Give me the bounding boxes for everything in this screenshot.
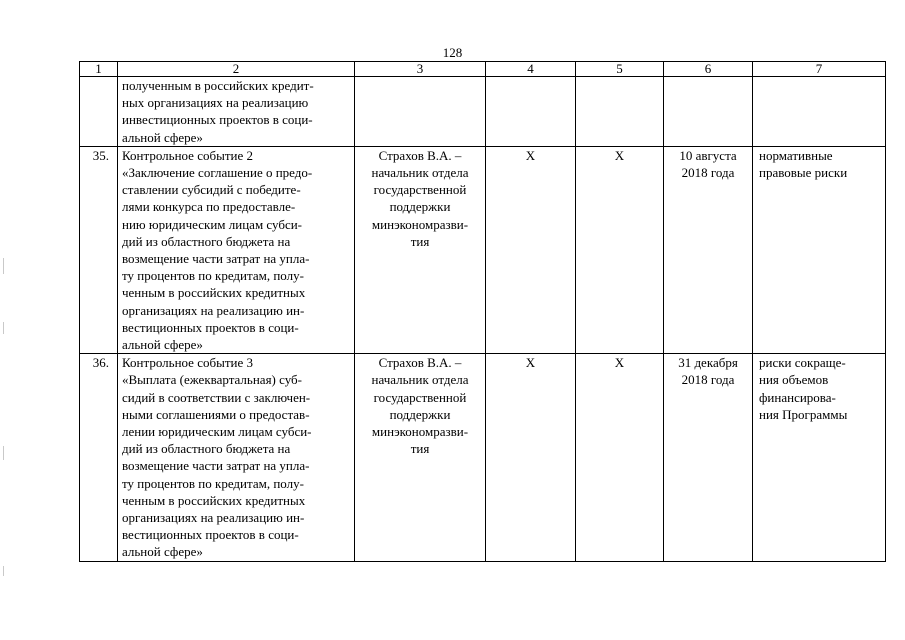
row-number-cell [80,77,118,147]
column-5-cell [576,77,664,147]
table-row [80,146,886,353]
column-5-cell: Х [576,146,664,353]
risks-cell [753,77,886,147]
column-4-cell: Х [486,146,576,353]
scan-margin-mark [3,322,4,334]
event-description-cell: Контрольное событие 2 «Заключение соглашение о предо- ставлении субсидий с победите- лями конкурса по предоставле- нию юридическим лицам субси- дий из областного бюджета на возмещение части затрат на упла- ту процентов по кредитам, полу- ченным в российских кредитных организациях на реализацию ин- вестиционных проектов в соци- альной сфере» [118,146,355,353]
risks-cell: нормативные правовые риски [753,146,886,353]
column-header: 1 [80,62,118,77]
row-number-cell: 35. [80,146,118,353]
event-description-cell: полученным в российских кредит- ных организациях на реализацию инвестиционных проектов в соци- альной сфере» [118,77,355,147]
column-header: 6 [664,62,753,77]
column-5-cell: Х [576,354,664,561]
scan-margin-mark [3,258,4,274]
table-header-row [80,62,886,77]
deadline-cell [664,77,753,147]
risks-cell: риски сокраще- ния объемов финансирова- ния Программы [753,354,886,561]
table-row [80,77,886,147]
row-number-cell: 36. [80,354,118,561]
column-header: 5 [576,62,664,77]
responsible-cell: Страхов В.А. – начальник отдела государственной поддержки минэкономразви- тия [355,146,486,353]
column-header: 7 [753,62,886,77]
page-number: 128 [442,45,463,60]
responsible-cell: Страхов В.А. – начальник отдела государственной поддержки минэкономразви- тия [355,354,486,561]
column-header: 2 [118,62,355,77]
scan-margin-mark [3,446,4,460]
event-description-cell: Контрольное событие 3 «Выплата (ежеквартальная) суб- сидий в соответствии с заключен- ными соглашениями о предостав- лении юридическим лицам субси- дий из областного бюджета на возмещение части затрат на упла- ту процентов по кредитам, полу- ченным в российских кредитных организациях на реализацию ин- вестиционных проектов в соци- альной сфере» [118,354,355,561]
events-table [79,61,886,562]
responsible-cell [355,77,486,147]
column-header: 4 [486,62,576,77]
table-row [80,354,886,561]
column-header: 3 [355,62,486,77]
column-4-cell: Х [486,354,576,561]
deadline-cell: 10 августа 2018 года [664,146,753,353]
column-4-cell [486,77,576,147]
deadline-cell: 31 декабря 2018 года [664,354,753,561]
scan-margin-mark [3,566,4,576]
